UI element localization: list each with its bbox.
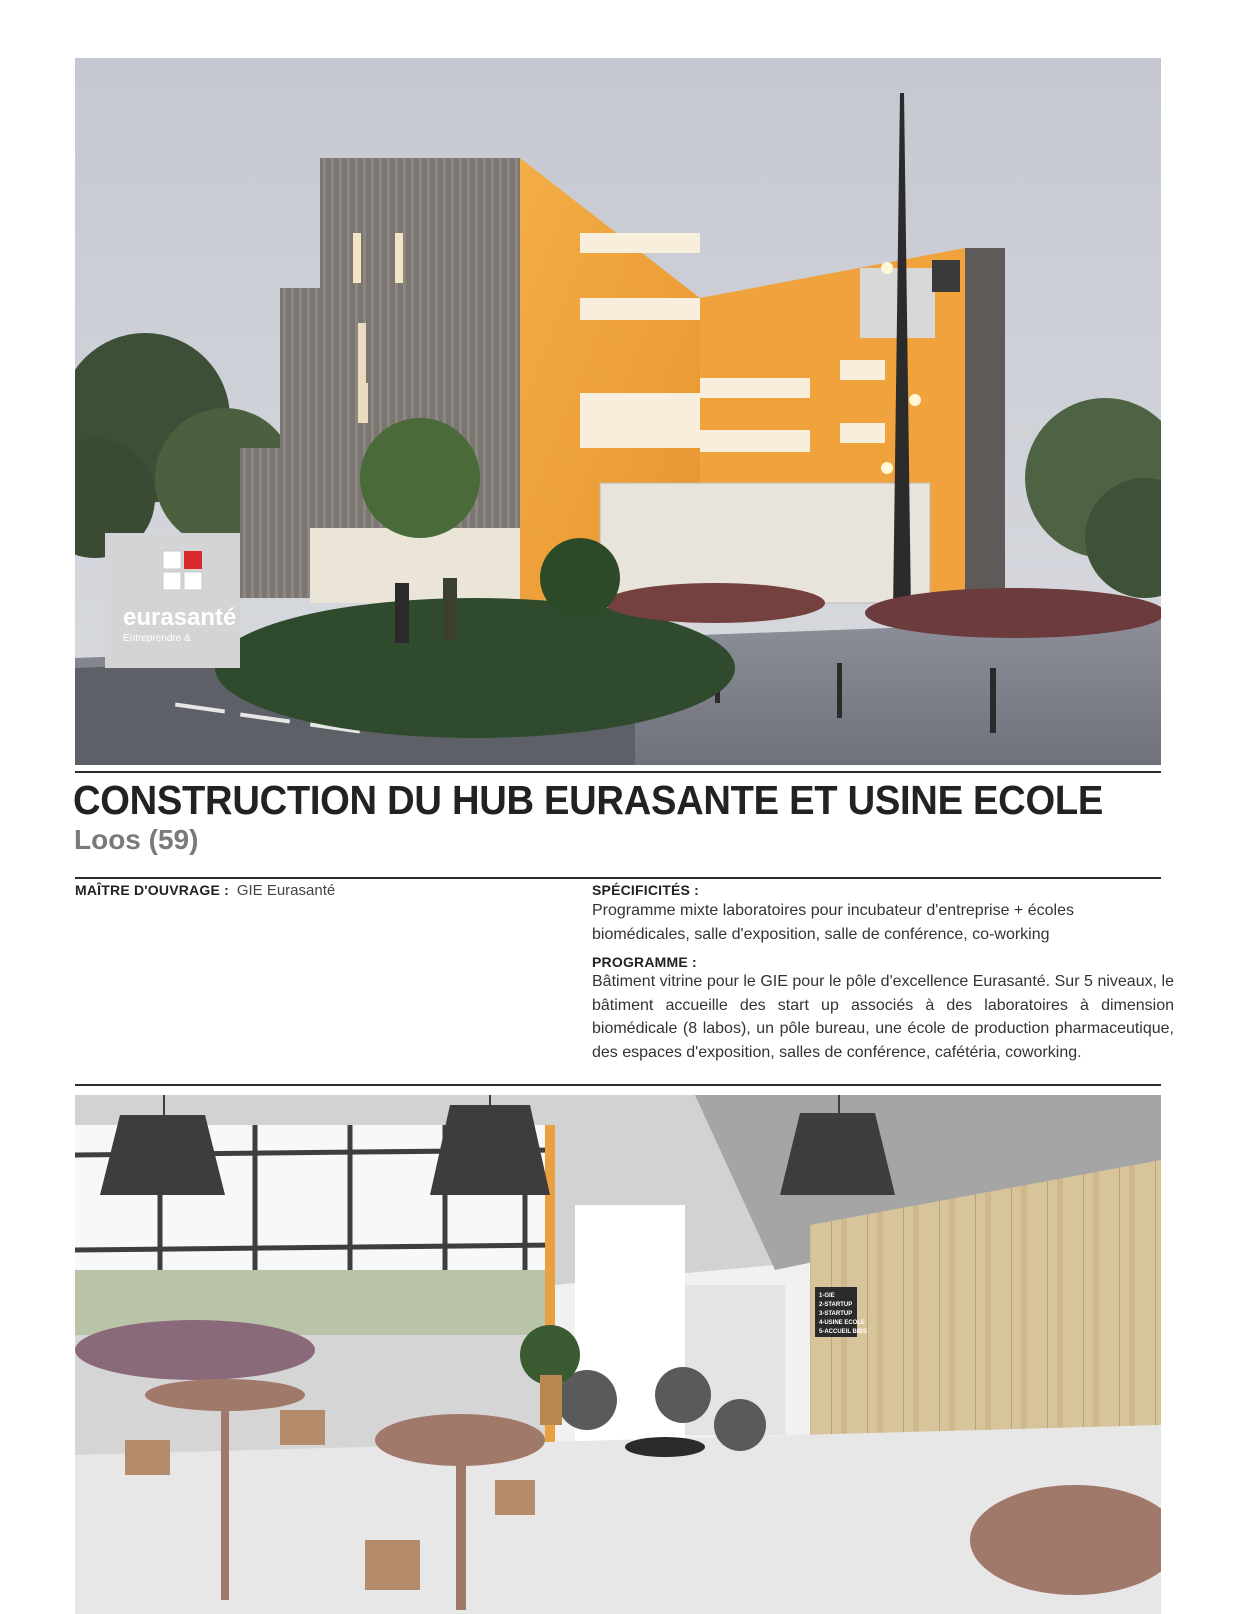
programme-text: Bâtiment vitrine pour le GIE pour le pôle d'excellence Eurasanté. Sur 5 niveaux, le bâtiment accueille des start up associés à des laboratoires à dimension biomédicale (8 labos), un pôle bureau, une école de production pharmaceutique, des espaces d'exposition, salles de conférence, cafétéria, coworking. <box>592 973 1174 1061</box>
sign-subtext: Entreprendre & <box>123 633 191 644</box>
cafeteria-interior-illustration <box>75 1095 1161 1614</box>
hero-exterior-render <box>75 58 1161 765</box>
owner-label: MAÎTRE D'OUVRAGE : <box>75 882 229 898</box>
directory-line: 2-STARTUP <box>819 1302 853 1308</box>
project-title: CONSTRUCTION DU HUB EURASANTE ET USINE ECOLE <box>73 777 1103 823</box>
owner-field <box>75 882 335 899</box>
sign-text: eurasanté <box>123 604 237 631</box>
building-exterior-illustration <box>75 58 1161 765</box>
directory-line: 5-ACCUEIL BIBS <box>819 1329 867 1335</box>
divider <box>75 877 1161 879</box>
interior-render <box>75 1095 1161 1614</box>
details-column <box>592 882 1174 1064</box>
owner-value: GIE Eurasanté <box>236 882 336 899</box>
directory-line: 3-STARTUP <box>819 1311 853 1317</box>
directory-line: 4-USINE ECOLE <box>819 1320 866 1326</box>
directory-line: 1-GIE <box>819 1293 835 1299</box>
specificities-label: SPÉCIFICITÉS : <box>592 882 700 898</box>
programme-label: PROGRAMME : <box>592 954 697 970</box>
project-location: Loos (59) <box>74 824 199 855</box>
divider <box>75 1084 1161 1086</box>
divider <box>75 771 1161 773</box>
specificities-text: Programme mixte laboratoires pour incubateur d'entreprise + écoles biomédicales, salle d'exposition, salle de conférence, co-working <box>592 902 1074 943</box>
